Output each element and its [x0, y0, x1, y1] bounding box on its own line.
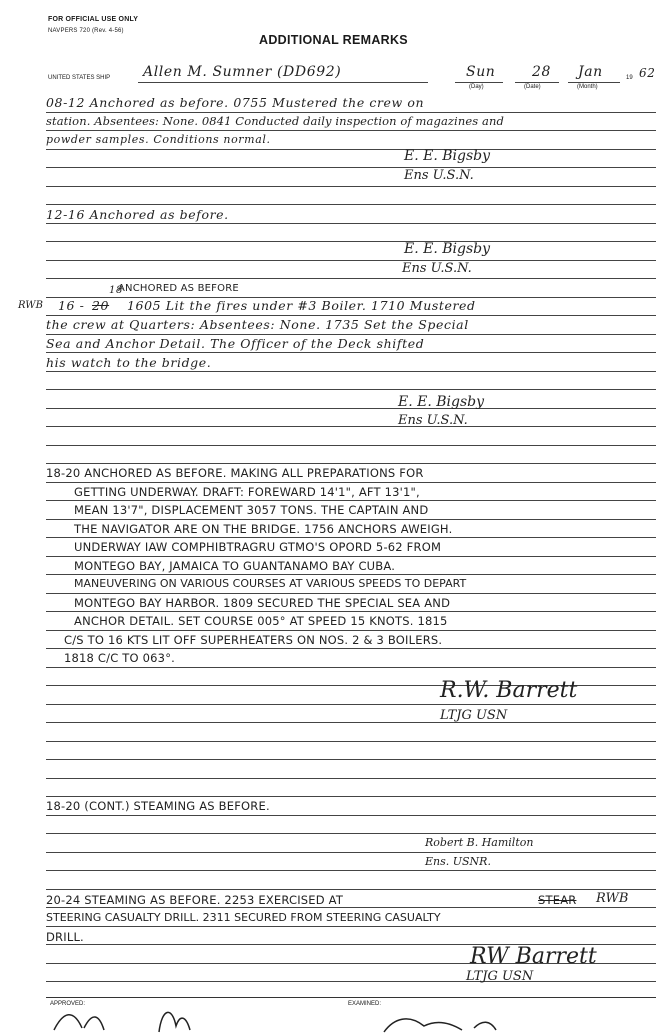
ruled-line [46, 741, 656, 742]
entry-line: powder samples. Conditions normal. [46, 133, 271, 146]
officer-rank: LTJG USN [466, 969, 534, 984]
ruled-line [46, 112, 656, 113]
ruled-line [46, 167, 656, 168]
ruled-line [46, 408, 656, 409]
officer-rank: Ens. USNR. [425, 855, 491, 868]
entry-line: 08-12 Anchored as before. 0755 Mustered the crew on [46, 95, 425, 110]
entry-line: station. Absentees: None. 0841 Conducted daily inspection of magazines and [46, 114, 504, 128]
ruled-line [46, 130, 656, 131]
entry-line: C/S TO 16 KTS LIT OFF SUPERHEATERS ON NOS. 2 & 3 BOILERS. [64, 633, 443, 647]
inserted-text: ANCHORED AS BEFORE [118, 283, 239, 294]
ruled-line [46, 778, 656, 779]
entry-line: UNDERWAY IAW COMPHIBTRAGRU GTMO'S OPORD 5-62 FROM [74, 540, 442, 554]
date-month: Jan [578, 64, 603, 80]
entry-line: 18-20 ANCHORED AS BEFORE. MAKING ALL PREPARATIONS FOR [46, 466, 424, 480]
footer-signatures-graphic [44, 1000, 644, 1033]
ruled-line [46, 556, 656, 557]
entry-line: STEERING CASUALTY DRILL. 2311 SECURED FROM STEERING CASUALTY [46, 911, 441, 924]
ruled-line [46, 574, 656, 575]
entry-line: the crew at Quarters: Absentees: None. 1735 Set the Special [46, 317, 469, 332]
date-number: 28 [532, 64, 552, 80]
entry-line: his watch to the bridge. [46, 355, 212, 370]
ruled-line [46, 611, 656, 612]
footer-divider [46, 997, 656, 998]
ruled-line [46, 870, 656, 871]
ruled-line [46, 389, 656, 390]
officer-signature: E. E. Bigsby [398, 394, 485, 410]
ruled-line [46, 852, 656, 853]
entry-line: 1605 Lit the fires under #3 Boiler. 1710 Mustered [127, 298, 476, 313]
corrected-hour: 18 [109, 285, 123, 296]
entry-line: THE NAVIGATOR ARE ON THE BRIDGE. 1756 ANCHORS AWEIGH. [74, 522, 453, 536]
ruled-line [46, 186, 656, 187]
ruled-line [46, 482, 656, 483]
entry-line: 18-20 (CONT.) STEAMING AS BEFORE. [46, 799, 270, 813]
ruled-line [46, 519, 656, 520]
ruled-line [46, 426, 656, 427]
day-underline [455, 82, 503, 83]
ship-label: UNITED STATES SHIP [48, 75, 111, 81]
month-underline [568, 82, 620, 83]
examined-label: EXAMINED: [348, 1001, 382, 1007]
officer-signature: RW Barrett [470, 944, 597, 969]
date-underline [515, 82, 559, 83]
entry-line: MONTEGO BAY, JAMAICA TO GUANTANAMO BAY CUBA. [74, 559, 396, 573]
officer-rank: Ens U.S.N. [404, 168, 474, 183]
ruled-line [46, 463, 656, 464]
ruled-line [46, 241, 656, 242]
struck-text: STEAR [538, 893, 577, 907]
ruled-line [46, 815, 656, 816]
struck-hour: 20 [92, 298, 110, 313]
ruled-line [46, 537, 656, 538]
ruled-line [46, 704, 656, 705]
officer-rank: Ens U.S.N. [398, 413, 468, 428]
ruled-line [46, 667, 656, 668]
ruled-line [46, 722, 656, 723]
entry-line: 12-16 Anchored as before. [46, 207, 229, 222]
ship-underline [138, 82, 428, 83]
approved-label: APPROVED: [50, 1001, 86, 1007]
entry-line: MEAN 13'7", DISPLACEMENT 3057 TONS. THE CAPTAIN AND [74, 503, 429, 517]
ruled-line [46, 278, 656, 279]
ruled-line [46, 926, 656, 927]
entry-line: ANCHOR DETAIL. SET COURSE 005° AT SPEED 15 KNOTS. 1815 [74, 614, 448, 628]
entry-line: Sea and Anchor Detail. The Officer of the Deck shifted [46, 336, 425, 351]
date-day: Sun [466, 64, 496, 80]
form-number: NAVPERS 720 (Rev. 4-56) [48, 28, 124, 34]
entry-line: 20-24 STEAMING AS BEFORE. 2253 EXERCISED AT [46, 893, 344, 907]
year-prefix: 19 [626, 75, 633, 81]
entry-line: MONTEGO BAY HARBOR. 1809 SECURED THE SPECIAL SEA AND [74, 596, 451, 610]
day-label: (Day) [469, 84, 484, 90]
correction-initials: RWB [18, 300, 43, 311]
officer-signature: E. E. Bigsby [404, 148, 491, 164]
ruled-line [46, 223, 656, 224]
ruled-line [46, 796, 656, 797]
ruled-line [46, 981, 656, 982]
ruled-line [46, 352, 656, 353]
ruled-line [46, 759, 656, 760]
ruled-line [46, 889, 656, 890]
page-title: ADDITIONAL REMARKS [259, 33, 408, 47]
officer-rank: Ens U.S.N. [402, 261, 472, 276]
date-label: (Date) [524, 84, 541, 90]
ruled-line [46, 445, 656, 446]
ruled-line [46, 500, 656, 501]
ruled-line [46, 149, 656, 150]
ruled-line [46, 630, 656, 631]
correction-initials: RWB [596, 891, 629, 906]
entry-line: GETTING UNDERWAY. DRAFT: FOREWARD 14'1", AFT 13'1", [74, 485, 420, 499]
date-year: 62 [639, 66, 656, 80]
ruled-line [46, 204, 656, 205]
ruled-line [46, 260, 656, 261]
entry-line: 1818 C/C TO 063°. [64, 651, 175, 665]
entry-line: DRILL. [46, 930, 84, 944]
classification-marking: FOR OFFICIAL USE ONLY [48, 16, 139, 23]
ruled-line [46, 334, 656, 335]
ruled-line [46, 833, 656, 834]
officer-signature: E. E. Bigsby [404, 241, 491, 257]
officer-signature: R.W. Barrett [440, 678, 578, 703]
ruled-line [46, 648, 656, 649]
month-label: (Month) [577, 84, 598, 90]
entry-line: MANEUVERING ON VARIOUS COURSES AT VARIOUS SPEEDS TO DEPART [74, 577, 467, 590]
ship-name: Allen M. Sumner (DD692) [143, 64, 342, 80]
ruled-line [46, 315, 656, 316]
officer-rank: LTJG USN [440, 708, 508, 723]
officer-signature: Robert B. Hamilton [425, 836, 534, 849]
entry-line-prefix: 16 - [58, 298, 85, 313]
ruled-line [46, 907, 656, 908]
ruled-line [46, 371, 656, 372]
ruled-line [46, 593, 656, 594]
